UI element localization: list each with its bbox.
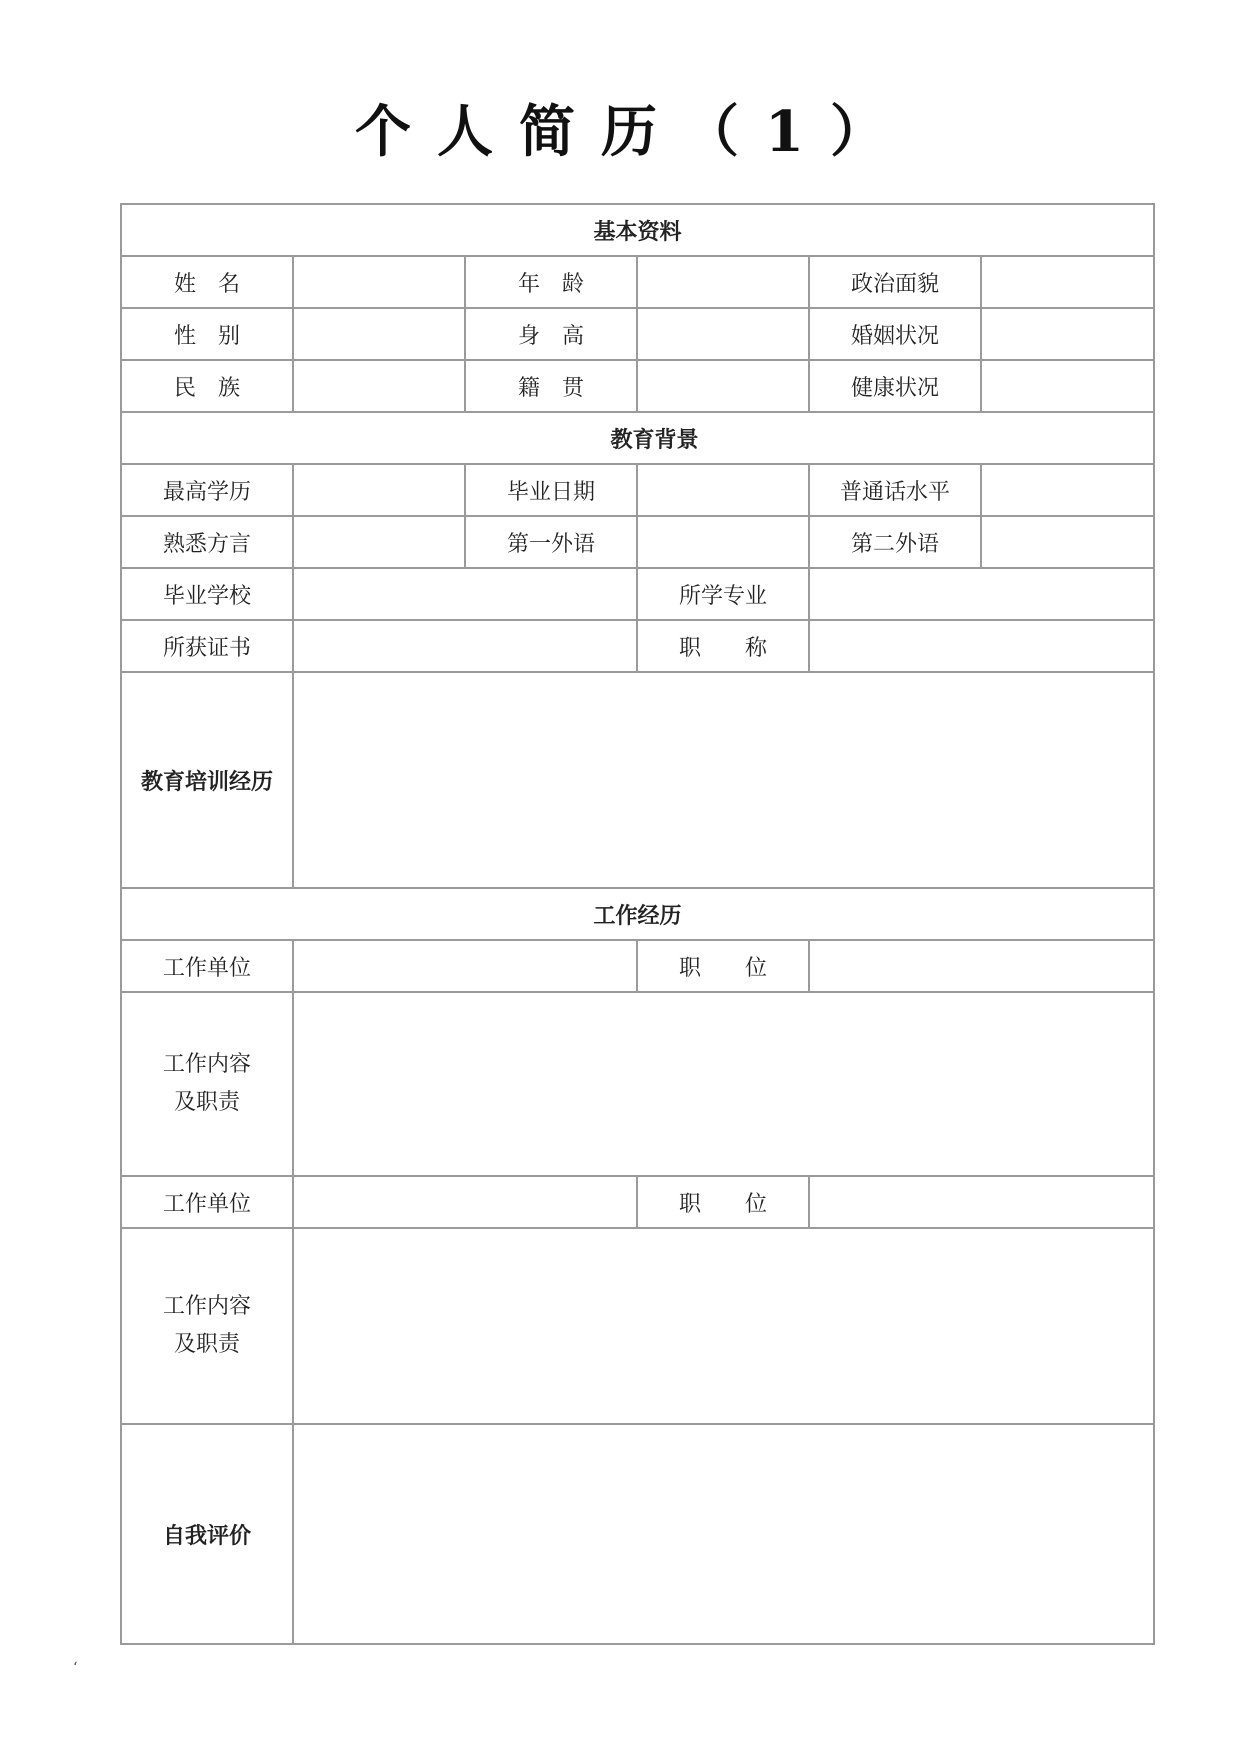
field-marital-status[interactable]	[981, 308, 1154, 360]
field-first-language[interactable]	[637, 516, 809, 568]
label-graduation-date: 毕业日期	[465, 464, 637, 516]
page-title: 个人简历（1）	[355, 99, 912, 165]
label-self-evaluation: 自我评价	[121, 1424, 293, 1644]
field-age[interactable]	[637, 256, 809, 308]
field-second-language[interactable]	[981, 516, 1154, 568]
field-employer-2[interactable]	[293, 1176, 637, 1228]
label-gender: 性 别	[121, 308, 293, 360]
field-graduation-date[interactable]	[637, 464, 809, 516]
field-height[interactable]	[637, 308, 809, 360]
label-ethnicity: 民 族	[121, 360, 293, 412]
field-position-2[interactable]	[809, 1176, 1154, 1228]
field-certificates[interactable]	[293, 620, 637, 672]
field-gender[interactable]	[293, 308, 465, 360]
label-highest-degree: 最高学历	[121, 464, 293, 516]
section-education: 教育背景	[121, 412, 1154, 464]
label-major: 所学专业	[637, 568, 809, 620]
label-marital-status: 婚姻状况	[809, 308, 981, 360]
label-duties-2	[121, 1228, 293, 1424]
field-employer-1[interactable]	[293, 940, 637, 992]
resume-form	[120, 203, 1155, 1645]
label-duties-1-line2: 及职责	[173, 1090, 240, 1115]
field-duties-1[interactable]	[293, 992, 1154, 1176]
label-duties-2-line2: 及职责	[173, 1332, 240, 1357]
label-school: 毕业学校	[121, 568, 293, 620]
section-work: 工作经历	[121, 888, 1154, 940]
field-training-history[interactable]	[293, 672, 1154, 888]
field-ethnicity[interactable]	[293, 360, 465, 412]
field-position-1[interactable]	[809, 940, 1154, 992]
section-basic-info: 基本资料	[121, 204, 1154, 256]
label-position-2: 职 位	[637, 1176, 809, 1228]
label-dialect: 熟悉方言	[121, 516, 293, 568]
label-political-status: 政治面貌	[809, 256, 981, 308]
label-first-language: 第一外语	[465, 516, 637, 568]
field-dialect[interactable]	[293, 516, 465, 568]
label-position-1: 职 位	[637, 940, 809, 992]
label-employer-2: 工作单位	[121, 1176, 293, 1228]
label-duties-2-line1: 工作内容	[162, 1294, 251, 1319]
field-duties-2[interactable]	[293, 1228, 1154, 1424]
field-mandarin-level[interactable]	[981, 464, 1154, 516]
label-name: 姓 名	[121, 256, 293, 308]
field-highest-degree[interactable]	[293, 464, 465, 516]
field-self-evaluation[interactable]	[293, 1424, 1154, 1644]
label-duties-1-line1: 工作内容	[162, 1052, 251, 1077]
label-native-place: 籍 贯	[465, 360, 637, 412]
label-age: 年 龄	[465, 256, 637, 308]
label-employer-1: 工作单位	[121, 940, 293, 992]
label-health: 健康状况	[809, 360, 981, 412]
label-job-title: 职 称	[637, 620, 809, 672]
field-native-place[interactable]	[637, 360, 809, 412]
field-school[interactable]	[293, 568, 637, 620]
label-certificates: 所获证书	[121, 620, 293, 672]
label-mandarin-level: 普通话水平	[809, 464, 981, 516]
label-duties-1	[121, 992, 293, 1176]
field-name[interactable]	[293, 256, 465, 308]
field-political-status[interactable]	[981, 256, 1154, 308]
footnote-mark: ‘	[73, 1660, 78, 1676]
label-second-language: 第二外语	[809, 516, 981, 568]
label-training-history: 教育培训经历	[121, 672, 293, 888]
field-health[interactable]	[981, 360, 1154, 412]
label-height: 身 高	[465, 308, 637, 360]
field-major[interactable]	[809, 568, 1154, 620]
field-job-title[interactable]	[809, 620, 1154, 672]
